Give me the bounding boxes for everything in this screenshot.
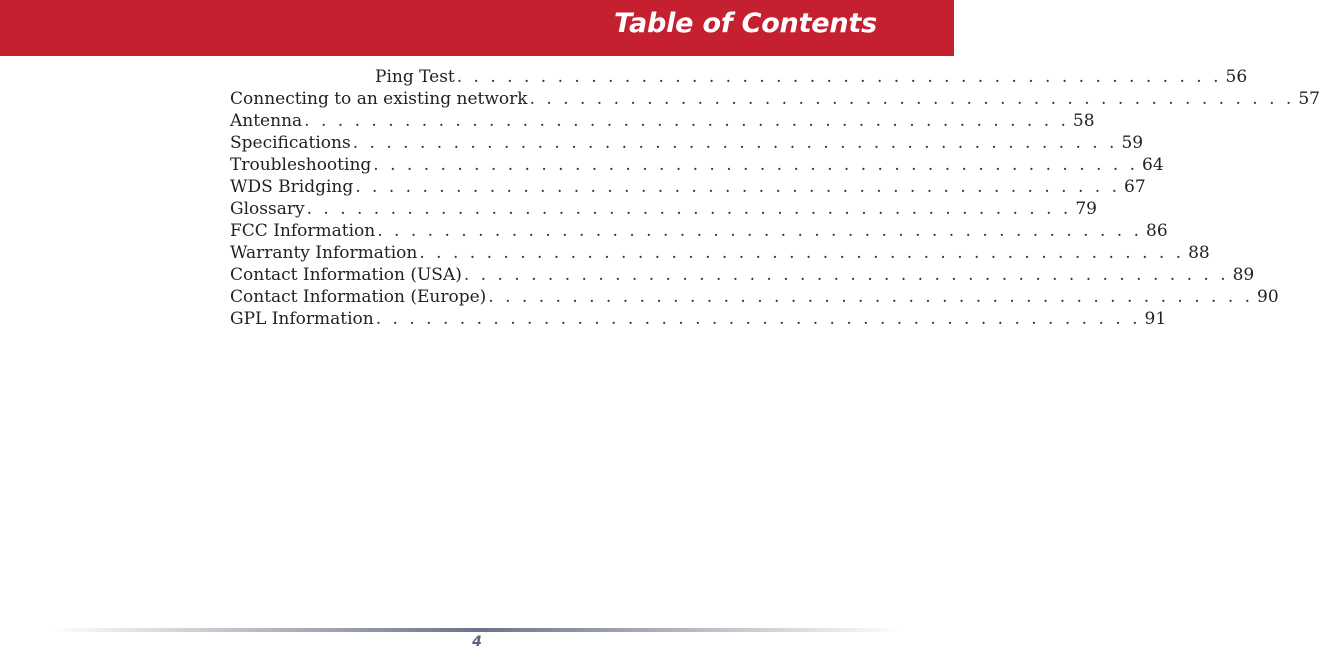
- toc-entry-page: 90: [1253, 286, 1279, 308]
- toc-entry-page: 59: [1117, 132, 1143, 154]
- toc-entry-page: 67: [1120, 176, 1146, 198]
- toc-entry-page: 86: [1142, 220, 1168, 242]
- toc-dot-leader: . . . . . . . . . . . . . . . . . . . . . . . . . . . . . . . . . . . . . . . . . . . . . .: [304, 111, 1069, 131]
- toc-entry-page: 64: [1138, 154, 1164, 176]
- toc-entry[interactable]: [230, 110, 1095, 132]
- toc-entry-title: Glossary: [230, 199, 305, 219]
- toc-entry[interactable]: [230, 286, 1279, 308]
- toc-entry-title: Contact Information (USA): [230, 265, 462, 285]
- toc-entry[interactable]: [230, 198, 1097, 220]
- header-bar: [0, 0, 954, 56]
- toc-dot-leader: . . . . . . . . . . . . . . . . . . . . . . . . . . . . . . . . . . . . . . . . . . . . . .: [352, 133, 1118, 153]
- toc-entry-title: Troubleshooting: [230, 155, 372, 175]
- toc-dot-leader: . . . . . . . . . . . . . . . . . . . . . . . . . . . . . . . . . . . . . . . . . . . . . .: [419, 243, 1185, 263]
- toc-entry-page: 58: [1069, 110, 1095, 132]
- toc-dot-leader: . . . . . . . . . . . . . . . . . . . . . . . . . . . . . . . . . . . . . . . . . . . . . .: [375, 309, 1141, 329]
- toc-entry-title: WDS Bridging: [230, 177, 354, 197]
- toc-entry-page: 91: [1141, 308, 1167, 330]
- toc-entry[interactable]: [230, 88, 1320, 110]
- toc-dot-leader: . . . . . . . . . . . . . . . . . . . . . . . . . . . . . . . . . . . . . . . . . . . . . .: [373, 155, 1139, 175]
- toc-dot-leader: . . . . . . . . . . . . . . . . . . . . . . . . . . . . . . . . . . . . . . . . . . . . . .: [377, 221, 1142, 241]
- toc-entry-page: 57: [1294, 88, 1320, 110]
- footer-divider: [50, 628, 904, 632]
- toc-entry-title: Ping Test: [375, 67, 455, 87]
- toc-entry[interactable]: [230, 264, 1255, 286]
- toc-entry[interactable]: [230, 132, 1144, 154]
- toc-entry[interactable]: [230, 176, 1146, 198]
- toc-entry[interactable]: [230, 220, 1168, 242]
- toc-entry-title: Antenna: [230, 111, 303, 131]
- toc-entry-page: 79: [1071, 198, 1097, 220]
- page-title: Table of Contents: [613, 8, 877, 39]
- page-number: 4: [472, 634, 482, 650]
- toc-entry-page: 56: [1222, 66, 1248, 88]
- toc-dot-leader: . . . . . . . . . . . . . . . . . . . . . . . . . . . . . . . . . . . . . . . . . . . . . .: [355, 177, 1120, 197]
- toc-entry[interactable]: [230, 66, 1248, 88]
- toc-entry-title: FCC Information: [230, 221, 376, 241]
- table-of-contents: [230, 66, 1320, 330]
- toc-entry[interactable]: [230, 242, 1210, 264]
- toc-entry-title: Connecting to an existing network: [230, 89, 528, 109]
- toc-entry-title: Specifications: [230, 133, 351, 153]
- toc-dot-leader: . . . . . . . . . . . . . . . . . . . . . . . . . . . . . . . . . . . . . . . . . . . . . .: [456, 67, 1222, 87]
- toc-entry[interactable]: [230, 154, 1164, 176]
- toc-entry-title: Warranty Information: [230, 243, 418, 263]
- toc-entry-title: GPL Information: [230, 309, 374, 329]
- toc-entry-title: Contact Information (Europe): [230, 287, 487, 307]
- toc-dot-leader: . . . . . . . . . . . . . . . . . . . . . . . . . . . . . . . . . . . . . . . . . . . . . .: [306, 199, 1072, 219]
- toc-entry-page: 89: [1229, 264, 1255, 286]
- toc-dot-leader: . . . . . . . . . . . . . . . . . . . . . . . . . . . . . . . . . . . . . . . . . . . . . .: [463, 265, 1229, 285]
- toc-entry-page: 88: [1184, 242, 1210, 264]
- toc-dot-leader: . . . . . . . . . . . . . . . . . . . . . . . . . . . . . . . . . . . . . . . . . . . . . .: [488, 287, 1254, 307]
- toc-dot-leader: . . . . . . . . . . . . . . . . . . . . . . . . . . . . . . . . . . . . . . . . . . . . . .: [529, 89, 1295, 109]
- toc-entry[interactable]: [230, 308, 1167, 330]
